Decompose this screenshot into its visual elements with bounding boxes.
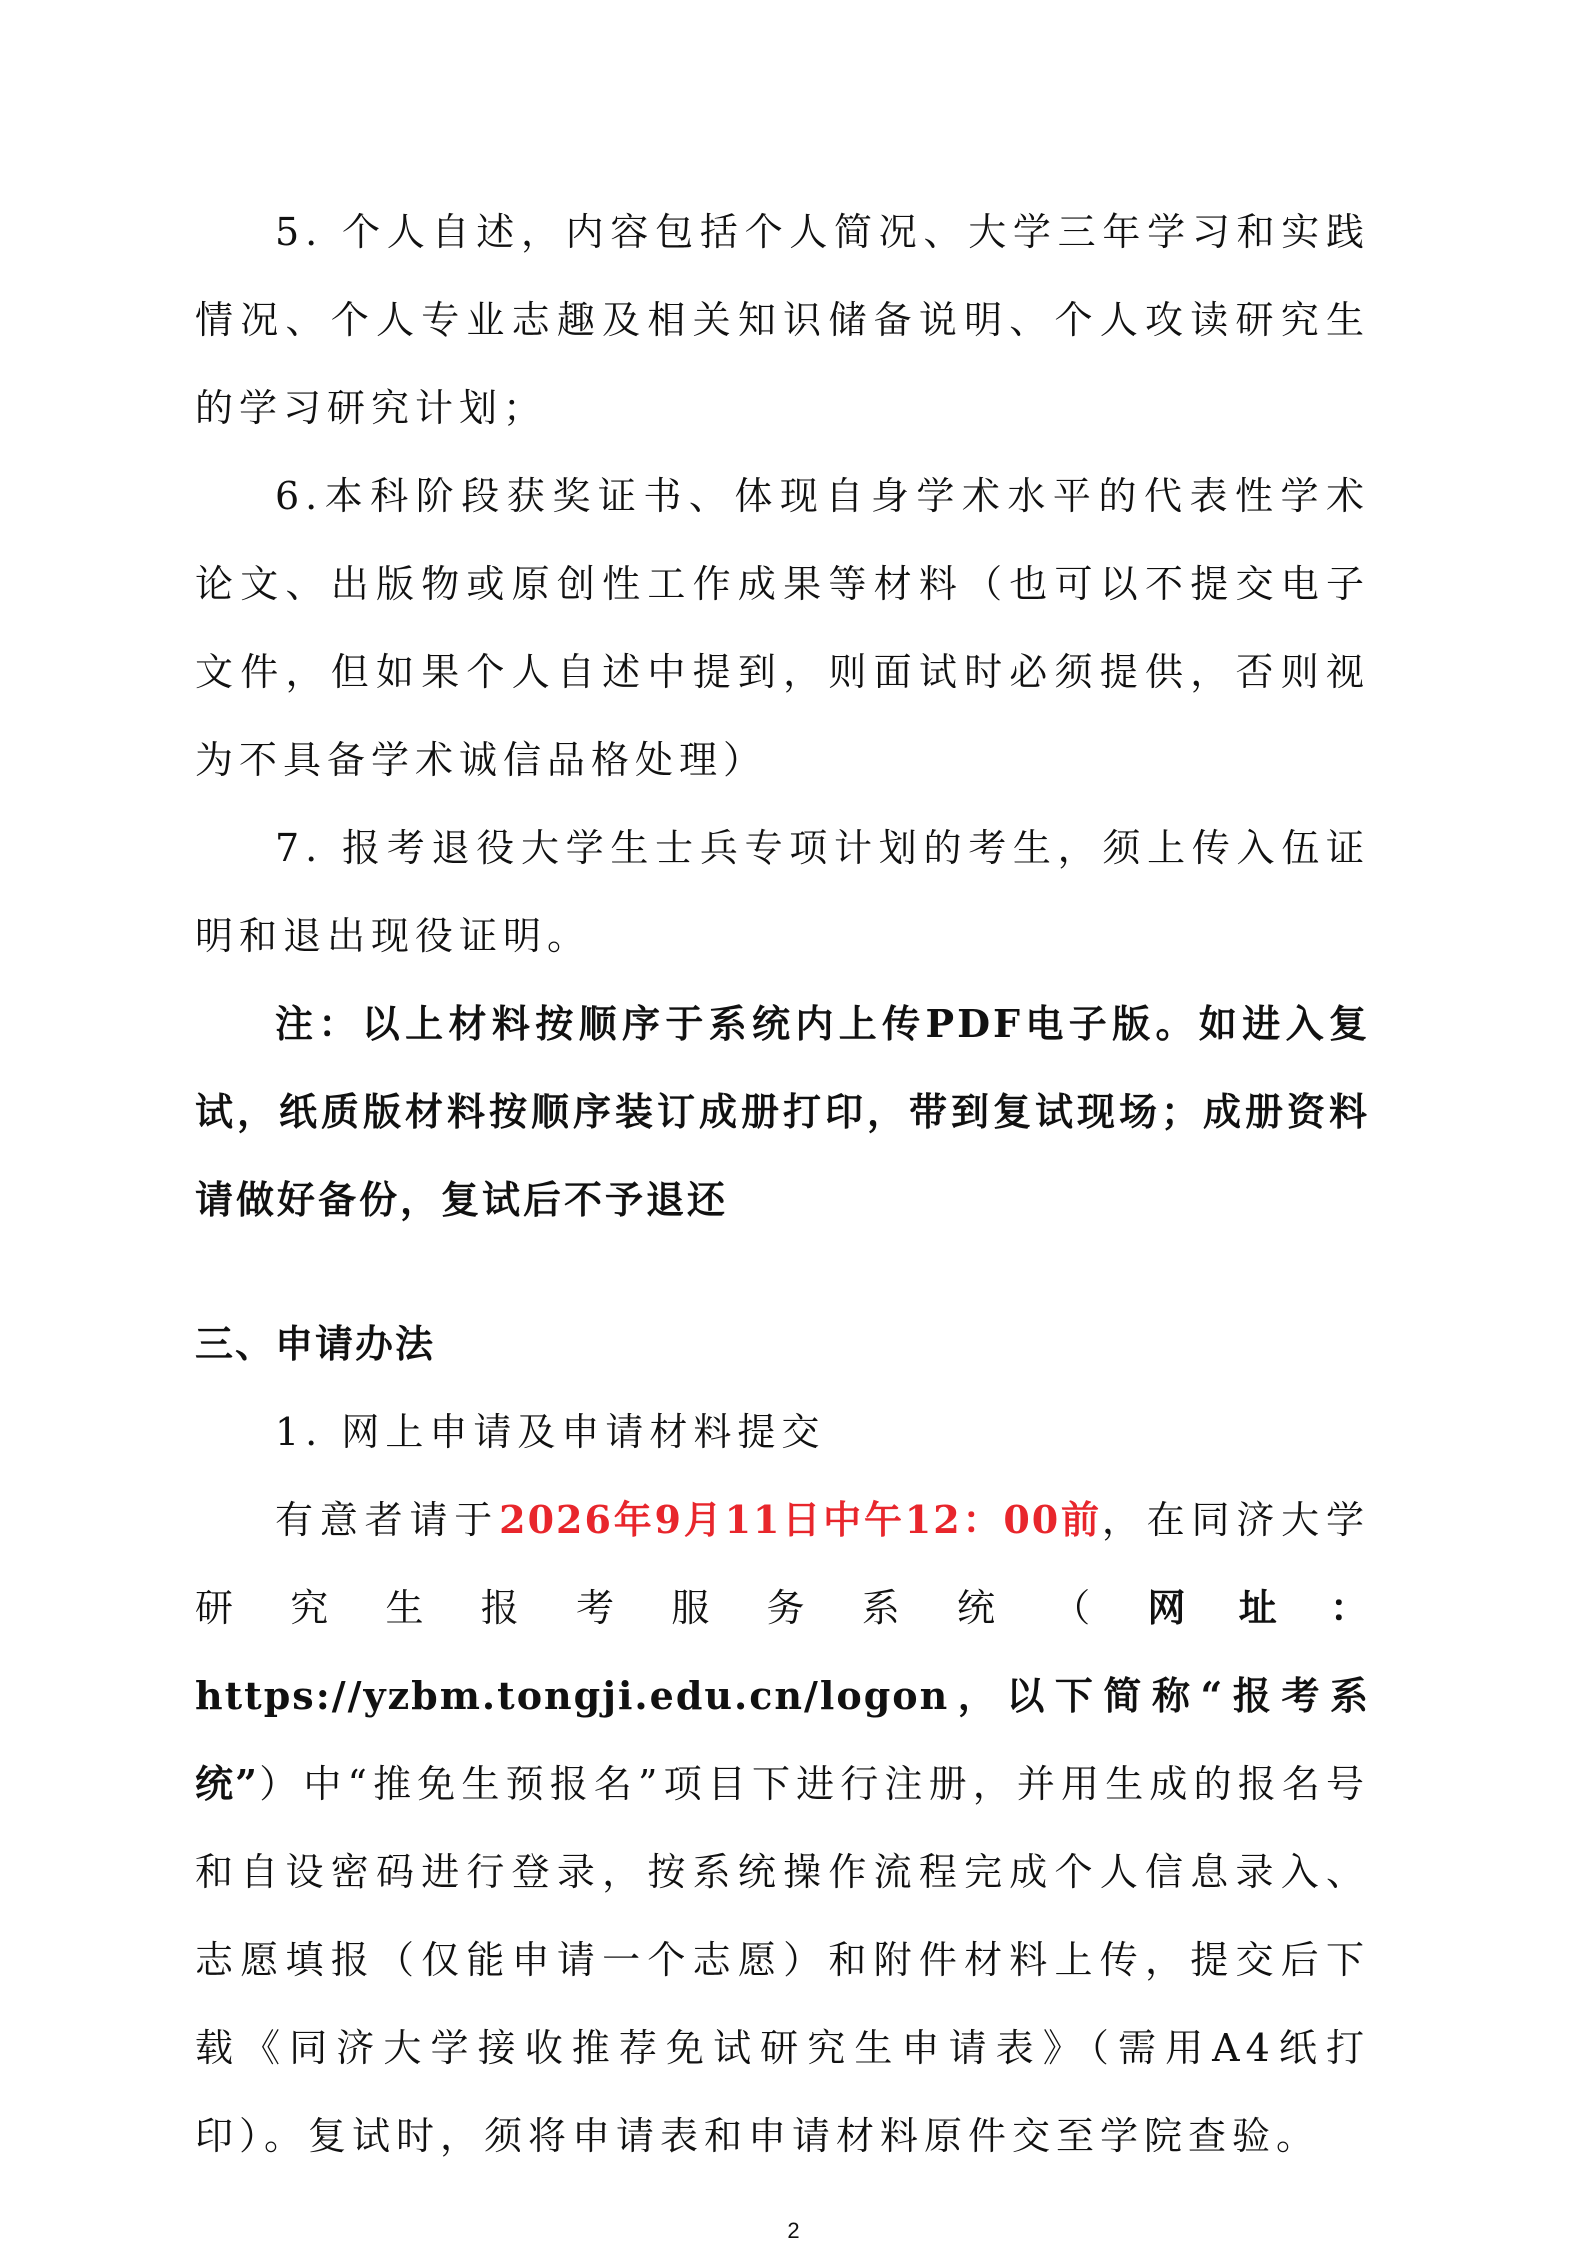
item-6-paragraph: 6.本科阶段获奖证书、体现自身学术水平的代表性学术论文、出版物或原创性工作成果等材料（也可以不提交电子文件，但如果个人自述中提到，则面试时必须提供，否则视为不具备学术诚信品格处理）	[195, 474, 1370, 782]
section-3-heading: 三、申请办法	[195, 1321, 436, 1366]
application-mid: ，在同济大学研究生报考服务系统（	[195, 1498, 1370, 1630]
website-url-text: 网址：https://yzbm.tongji.edu.cn/logon，以下简称“报考系统”	[195, 1585, 1370, 1806]
item-7-paragraph: 7. 报考退役大学生士兵专项计划的考生，须上传入伍证明和退出现役证明。	[195, 826, 1370, 958]
item-5-paragraph: 5. 个人自述，内容包括个人简况、大学三年学习和实践情况、个人专业志趣及相关知识储备说明、个人攻读研究生的学习研究计划；	[195, 210, 1370, 430]
page-number: 2	[787, 2218, 800, 2243]
note-paragraph: 注：以上材料按顺序于系统内上传PDF电子版。如进入复试，纸质版材料按顺序装订成册打印，带到复试现场；成册资料请做好备份，复试后不予退还	[195, 1001, 1370, 1222]
application-intro: 有意者请于	[275, 1498, 500, 1542]
page-content	[195, 188, 1370, 2180]
application-paragraph	[195, 1476, 1370, 2180]
application-instructions: ）中“推免生预报名”项目下进行注册，并用生成的报名号和自设密码进行登录，按系统操作流程完成个人信息录入、志愿填报（仅能申请一个志愿）和附件材料上传，提交后下载《同济大学接收推荐免试研究生申请表》（需用A4纸打印）。复试时，须将申请表和申请材料原件交至学院查验。	[195, 1762, 1371, 2158]
deadline-text: 2026年9月11日中午12：00前	[499, 1497, 1102, 1542]
subsection-1-title: 1. 网上申请及申请材料提交	[275, 1410, 826, 1454]
